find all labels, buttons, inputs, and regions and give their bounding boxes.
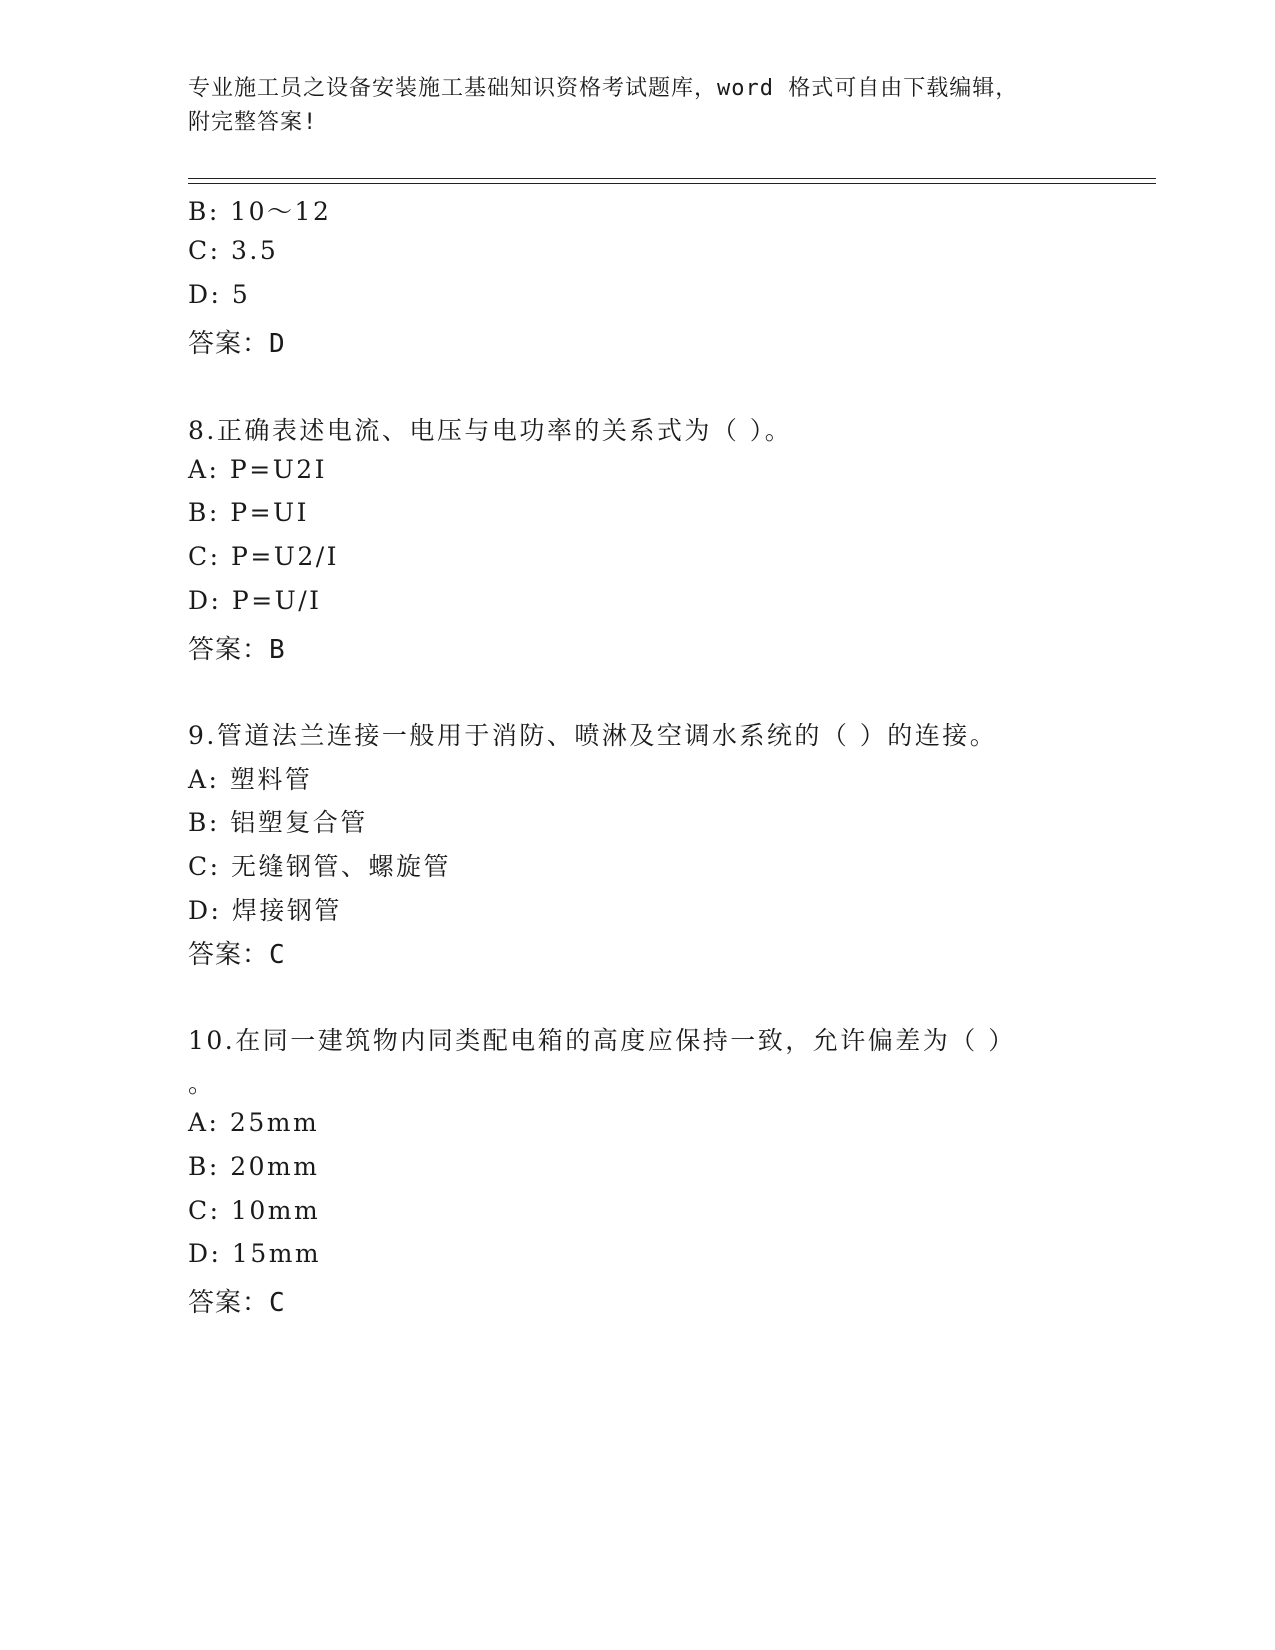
- q10-question-continuation: 。: [188, 1069, 216, 1098]
- q9-option-a: A: 塑料管: [188, 765, 313, 794]
- q9-option-c: C: 无缝钢管、螺旋管: [188, 852, 451, 881]
- header-divider-top: [188, 178, 1156, 179]
- q10-option-d: D: 15mm: [188, 1239, 322, 1268]
- q10-question: 10.在同一建筑物内同类配电箱的高度应保持一致，允许偏差为（ ）: [188, 1026, 1016, 1055]
- q8-option-b: B: P=UI: [188, 498, 309, 527]
- q8-option-d: D: P=U/I: [188, 586, 322, 615]
- q10-option-a: A: 25mm: [188, 1108, 320, 1137]
- q7-option-c: C: 3.5: [188, 236, 279, 265]
- q9-option-b: B: 铝塑复合管: [188, 808, 368, 837]
- q7-answer: 答案：D: [188, 329, 286, 359]
- q10-option-c: C: 10mm: [188, 1196, 321, 1225]
- q7-option-b: B: 10～12: [188, 197, 332, 226]
- q10-answer: 答案：C: [188, 1288, 286, 1318]
- q8-question: 8.正确表述电流、电压与电功率的关系式为（ ）。: [188, 416, 793, 445]
- q7-option-d: D: 5: [188, 280, 251, 309]
- header-divider-bottom: [188, 183, 1156, 184]
- q9-option-d: D: 焊接钢管: [188, 896, 342, 925]
- q9-answer: 答案：C: [188, 940, 286, 970]
- q8-option-a: A: P=U2I: [188, 455, 328, 484]
- q9-question: 9.管道法兰连接一般用于消防、喷淋及空调水系统的（ ）的连接。: [188, 721, 998, 750]
- header-title-line-1: 专业施工员之设备安装施工基础知识资格考试题库，word 格式可自由下载编辑，: [188, 76, 1019, 101]
- q8-option-c: C: P=U2/I: [188, 542, 340, 571]
- document-header: [188, 72, 1068, 140]
- header-title-line-2: 附完整答案!: [188, 110, 318, 135]
- q8-answer: 答案：B: [188, 635, 286, 665]
- q10-option-b: B: 20mm: [188, 1152, 320, 1181]
